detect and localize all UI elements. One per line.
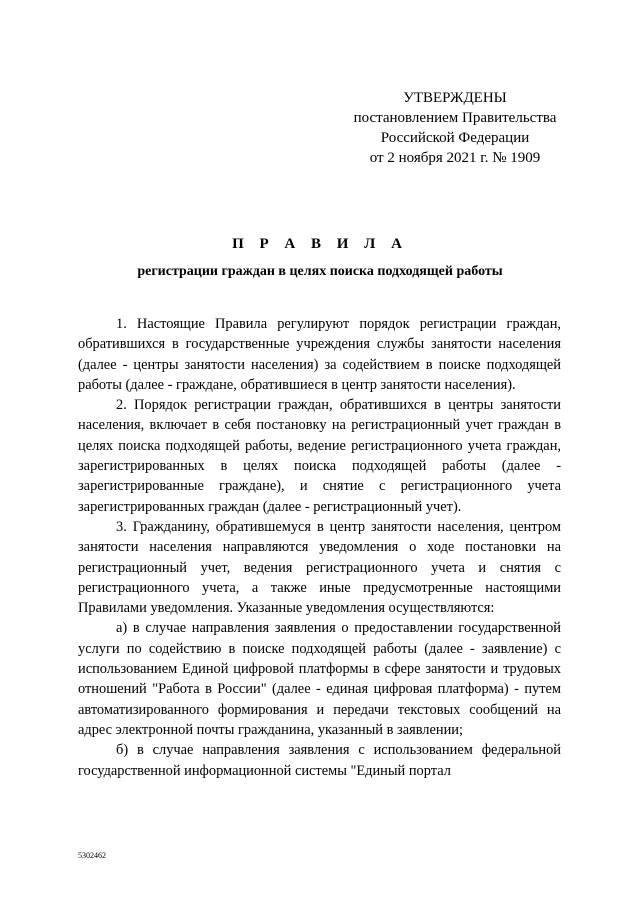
paragraph-3: 3. Гражданину, обратившемуся в центр занятости населения, центром занятости населения направляются уведомления о ходе постановки на регистрационный учет, ведения регистрационного учета и снятия с регистрационного учета, а также иные предусмотренные настоящими Правилами уведомления. Указанные уведомления осуществляются: <box>78 518 561 617</box>
paragraph-3b: б) в случае направления заявления с использованием федеральной государственной информационной системы "Единый портал <box>78 742 561 779</box>
approval-authority-line: Российской Федерации <box>380 130 530 146</box>
paragraph-3a: а) в случае направления заявления о предоставлении государственной услуги по содействию в поиске подходящей работы (далее - заявление) с использованием Единой цифровой платформы в сфере занятости и трудовых отношений "Работа в России" (далее - единая цифровая платформа) - путем автоматизированного формирования и передачи текстовых сообщений на адрес электронной почты гражданина, указанный в заявлении; <box>78 620 561 738</box>
paragraph-2: 2. Порядок регистрации граждан, обратившихся в центры занятости населения, включает в себя постановку на регистрационный учет граждан в целях поиска подходящей работы, ведение регистрационного учета граждан, зарегистрированных в целях поиска подходящей работы (далее - зарегистрированные граждане), и снятие с регистрационного учета зарегистрированных граждан (далее - регистрационный учет). <box>78 397 561 515</box>
document-code: 5302462 <box>78 851 106 860</box>
document-subtitle: регистрации граждан в целях поиска подходящей работы <box>137 264 503 279</box>
approval-block <box>340 88 570 168</box>
paragraph-1: 1. Настоящие Правила регулируют порядок регистрации граждан, обратившихся в государственные учреждения службы занятости населения (далее - центры занятости населения) за содействием в поиске подходящей работы (далее - граждане, обратившиеся в центр занятости населения). <box>78 316 561 393</box>
approval-date-number-line: от 2 ноября 2021 г. № 1909 <box>369 150 541 166</box>
document-title: П Р А В И Л А <box>232 236 408 252</box>
approval-decree-line: постановлением Правительства <box>353 110 557 126</box>
document-body <box>78 314 561 781</box>
approval-heading: УТВЕРЖДЕНЫ <box>403 90 507 106</box>
